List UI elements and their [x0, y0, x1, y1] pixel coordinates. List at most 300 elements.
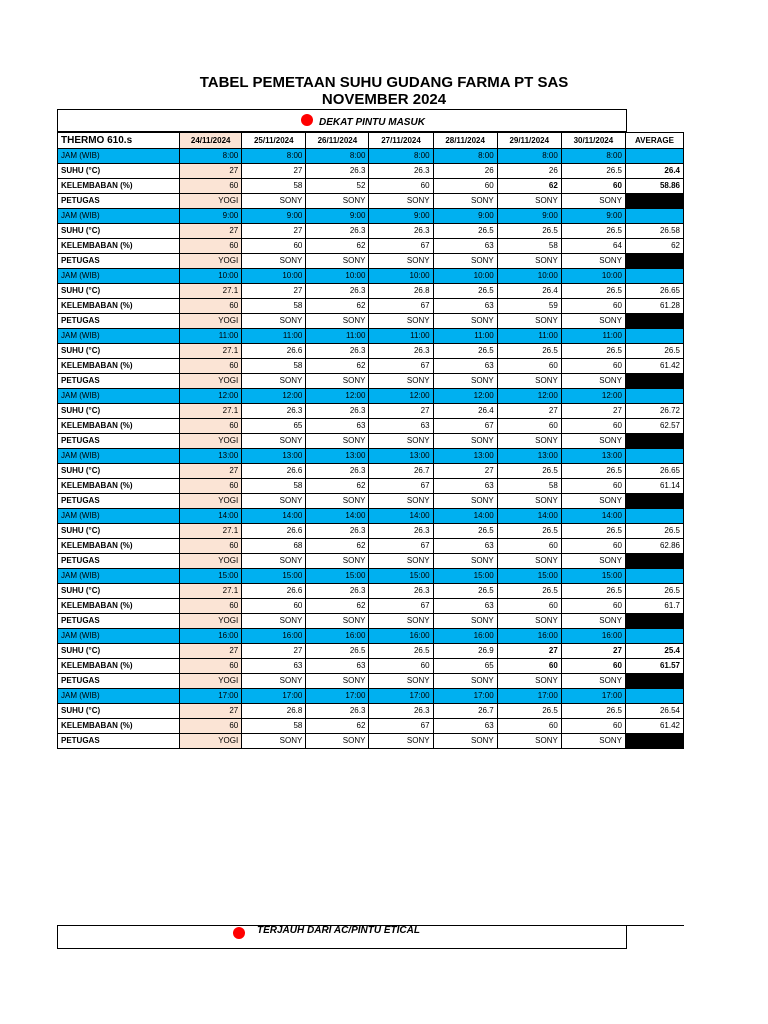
table-cell: 26.3 — [306, 524, 369, 539]
table-cell: 26.5 — [561, 464, 625, 479]
average-cell: 62 — [625, 239, 683, 254]
table-cell: 26.8 — [242, 704, 306, 719]
average-cell — [625, 554, 683, 569]
table-cell: 26.3 — [369, 344, 433, 359]
table-cell: 60 — [242, 599, 306, 614]
kelembaban-row — [58, 479, 684, 494]
kelembaban-row — [58, 719, 684, 734]
suhu-row — [58, 224, 684, 239]
table-cell: 63 — [433, 539, 497, 554]
kelembaban-row — [58, 659, 684, 674]
table-cell: SONY — [561, 434, 625, 449]
table-cell: 26.5 — [497, 524, 561, 539]
table-cell: YOGI — [180, 614, 242, 629]
row-label: SUHU (°C) — [58, 584, 180, 599]
table-cell: 63 — [369, 419, 433, 434]
table-cell: YOGI — [180, 314, 242, 329]
table-cell: 11:00 — [497, 329, 561, 344]
table-cell: 15:00 — [497, 569, 561, 584]
table-cell: 26.5 — [497, 224, 561, 239]
red-dot-marker-icon — [301, 114, 313, 126]
jam-row — [58, 569, 684, 584]
table-cell: 26.5 — [497, 704, 561, 719]
table-cell: 60 — [433, 179, 497, 194]
row-label: KELEMBABAN (%) — [58, 359, 180, 374]
table-cell: 16:00 — [180, 629, 242, 644]
row-label: PETUGAS — [58, 494, 180, 509]
table-cell: SONY — [497, 554, 561, 569]
average-cell — [625, 449, 683, 464]
table-cell: 60 — [369, 659, 433, 674]
table-cell: 60 — [561, 539, 625, 554]
table-cell: SONY — [433, 254, 497, 269]
row-label: JAM (WIB) — [58, 449, 180, 464]
table-cell: 60 — [369, 179, 433, 194]
table-cell: SONY — [561, 614, 625, 629]
petugas-row — [58, 554, 684, 569]
average-cell — [625, 269, 683, 284]
table-cell: 9:00 — [306, 209, 369, 224]
table-cell: 13:00 — [561, 449, 625, 464]
table-cell: SONY — [306, 494, 369, 509]
average-cell: 26.65 — [625, 464, 683, 479]
table-cell: 26.6 — [242, 344, 306, 359]
kelembaban-row — [58, 179, 684, 194]
table-cell: SONY — [242, 314, 306, 329]
average-cell: 25.4 — [625, 644, 683, 659]
average-cell — [625, 329, 683, 344]
average-cell — [625, 689, 683, 704]
row-label: PETUGAS — [58, 734, 180, 749]
table-cell: SONY — [369, 734, 433, 749]
table-cell: 16:00 — [369, 629, 433, 644]
table-cell: 15:00 — [369, 569, 433, 584]
table-cell: SONY — [497, 194, 561, 209]
average-cell: 26.5 — [625, 344, 683, 359]
table-cell: SONY — [369, 554, 433, 569]
row-label: JAM (WIB) — [58, 209, 180, 224]
average-cell: 61.7 — [625, 599, 683, 614]
table-cell: 60 — [242, 239, 306, 254]
table-cell: 26.5 — [497, 464, 561, 479]
table-cell: SONY — [369, 674, 433, 689]
table-cell: YOGI — [180, 494, 242, 509]
location-label-bottom: TERJAUH DARI AC/PINTU ETICAL — [257, 925, 420, 936]
table-cell: 26.5 — [561, 284, 625, 299]
table-cell: 15:00 — [433, 569, 497, 584]
table-cell: SONY — [306, 614, 369, 629]
table-cell: 60 — [180, 479, 242, 494]
table-cell: 26.5 — [561, 704, 625, 719]
row-label: KELEMBABAN (%) — [58, 599, 180, 614]
suhu-row — [58, 524, 684, 539]
table-cell: 60 — [180, 539, 242, 554]
table-cell: SONY — [561, 374, 625, 389]
row-label: JAM (WIB) — [58, 149, 180, 164]
table-cell: 8:00 — [369, 149, 433, 164]
table-cell: 15:00 — [561, 569, 625, 584]
table-cell: SONY — [306, 674, 369, 689]
table-cell: 26.3 — [306, 164, 369, 179]
table-cell: 27 — [180, 704, 242, 719]
table-cell: 26.5 — [497, 344, 561, 359]
petugas-row — [58, 254, 684, 269]
table-cell: 16:00 — [242, 629, 306, 644]
table-cell: 12:00 — [180, 389, 242, 404]
divider-line — [627, 925, 684, 926]
table-cell: 26.6 — [242, 524, 306, 539]
table-cell: 16:00 — [306, 629, 369, 644]
table-cell: 11:00 — [180, 329, 242, 344]
table-cell: 14:00 — [180, 509, 242, 524]
table-cell: 8:00 — [306, 149, 369, 164]
table-cell: 60 — [497, 539, 561, 554]
table-cell: 26.9 — [433, 644, 497, 659]
table-cell: 60 — [497, 359, 561, 374]
average-cell: 26.4 — [625, 164, 683, 179]
date-header: 27/11/2024 — [369, 133, 433, 149]
table-cell: 26.3 — [369, 584, 433, 599]
table-cell: SONY — [369, 194, 433, 209]
table-cell: SONY — [433, 734, 497, 749]
table-cell: 26.3 — [306, 464, 369, 479]
table-cell: SONY — [369, 254, 433, 269]
table-cell: 16:00 — [497, 629, 561, 644]
average-cell: 26.65 — [625, 284, 683, 299]
table-cell: 26.5 — [561, 584, 625, 599]
petugas-row — [58, 374, 684, 389]
row-label: PETUGAS — [58, 314, 180, 329]
table-cell: SONY — [497, 734, 561, 749]
table-cell: SONY — [242, 554, 306, 569]
table-cell: 13:00 — [306, 449, 369, 464]
table-cell: 17:00 — [369, 689, 433, 704]
table-cell: 26.3 — [306, 404, 369, 419]
row-label: KELEMBABAN (%) — [58, 659, 180, 674]
table-cell: 52 — [306, 179, 369, 194]
table-cell: 11:00 — [433, 329, 497, 344]
table-cell: 26.6 — [242, 584, 306, 599]
table-cell: 14:00 — [242, 509, 306, 524]
row-label: JAM (WIB) — [58, 269, 180, 284]
table-cell: 26.3 — [369, 524, 433, 539]
table-cell: SONY — [369, 374, 433, 389]
average-cell: 26.5 — [625, 524, 683, 539]
table-cell: 9:00 — [561, 209, 625, 224]
table-cell: 62 — [306, 239, 369, 254]
table-cell: SONY — [242, 194, 306, 209]
table-cell: 60 — [180, 599, 242, 614]
table-cell: 26.3 — [306, 344, 369, 359]
table-cell: 67 — [369, 299, 433, 314]
table-cell: SONY — [433, 194, 497, 209]
average-cell: 62.57 — [625, 419, 683, 434]
table-cell: SONY — [242, 374, 306, 389]
table-cell: SONY — [433, 434, 497, 449]
suhu-row — [58, 164, 684, 179]
average-cell: 26.54 — [625, 704, 683, 719]
table-cell: 13:00 — [497, 449, 561, 464]
date-header: 25/11/2024 — [242, 133, 306, 149]
table-cell: SONY — [497, 254, 561, 269]
table-cell: 10:00 — [497, 269, 561, 284]
row-label: SUHU (°C) — [58, 644, 180, 659]
row-label: SUHU (°C) — [58, 164, 180, 179]
table-cell: 27 — [242, 164, 306, 179]
table-cell: 9:00 — [433, 209, 497, 224]
table-cell: 60 — [561, 599, 625, 614]
table-cell: 63 — [306, 659, 369, 674]
table-cell: 11:00 — [369, 329, 433, 344]
table-cell: 9:00 — [242, 209, 306, 224]
table-cell: YOGI — [180, 194, 242, 209]
table-cell: 27 — [242, 644, 306, 659]
table-cell: 27 — [180, 224, 242, 239]
table-cell: 67 — [369, 719, 433, 734]
table-cell: 26.3 — [369, 164, 433, 179]
table-cell: 27.1 — [180, 584, 242, 599]
table-cell: 13:00 — [242, 449, 306, 464]
document-subtitle: NOVEMBER 2024 — [321, 91, 447, 108]
table-cell: 26.3 — [369, 224, 433, 239]
jam-row — [58, 629, 684, 644]
row-label: KELEMBABAN (%) — [58, 419, 180, 434]
table-cell: 26.5 — [561, 164, 625, 179]
row-label: JAM (WIB) — [58, 509, 180, 524]
row-label: KELEMBABAN (%) — [58, 179, 180, 194]
table-cell: 12:00 — [433, 389, 497, 404]
table-cell: 27 — [180, 644, 242, 659]
row-label: PETUGAS — [58, 614, 180, 629]
jam-row — [58, 509, 684, 524]
thermo-label: THERMO 610.s — [58, 133, 180, 149]
jam-row — [58, 389, 684, 404]
table-cell: SONY — [306, 554, 369, 569]
table-cell: SONY — [306, 734, 369, 749]
table-cell: 27 — [242, 284, 306, 299]
average-cell — [625, 194, 683, 209]
table-cell: 58 — [242, 299, 306, 314]
table-cell: YOGI — [180, 254, 242, 269]
average-cell — [625, 314, 683, 329]
suhu-row — [58, 464, 684, 479]
table-cell: SONY — [497, 314, 561, 329]
jam-row — [58, 209, 684, 224]
table-cell: 14:00 — [497, 509, 561, 524]
table-cell: 26.5 — [497, 584, 561, 599]
table-cell: 60 — [561, 179, 625, 194]
row-label: PETUGAS — [58, 254, 180, 269]
table-cell: 27 — [561, 404, 625, 419]
kelembaban-row — [58, 539, 684, 554]
table-cell: SONY — [242, 734, 306, 749]
table-cell: 27 — [180, 464, 242, 479]
table-cell: 26.3 — [242, 404, 306, 419]
table-cell: 58 — [497, 239, 561, 254]
table-cell: YOGI — [180, 674, 242, 689]
row-label: SUHU (°C) — [58, 224, 180, 239]
table-cell: 60 — [561, 479, 625, 494]
table-cell: 26.5 — [369, 644, 433, 659]
jam-row — [58, 449, 684, 464]
table-cell: 27 — [369, 404, 433, 419]
suhu-row — [58, 644, 684, 659]
table-cell: 26.5 — [433, 524, 497, 539]
table-cell: SONY — [369, 434, 433, 449]
average-cell — [625, 434, 683, 449]
table-cell: 11:00 — [242, 329, 306, 344]
document-title: TABEL PEMETAAN SUHU GUDANG FARMA PT SAS — [199, 74, 569, 91]
table-header-row — [58, 133, 684, 149]
table-cell: 62 — [497, 179, 561, 194]
average-cell — [625, 569, 683, 584]
table-cell: 26.5 — [433, 584, 497, 599]
table-cell: 26.4 — [497, 284, 561, 299]
table-cell: 27 — [433, 464, 497, 479]
jam-row — [58, 329, 684, 344]
table-cell: 26.8 — [369, 284, 433, 299]
kelembaban-row — [58, 419, 684, 434]
table-cell: 12:00 — [497, 389, 561, 404]
table-cell: 17:00 — [306, 689, 369, 704]
table-cell: 60 — [561, 359, 625, 374]
table-cell: SONY — [306, 254, 369, 269]
table-cell: 27 — [242, 224, 306, 239]
kelembaban-row — [58, 599, 684, 614]
row-label: JAM (WIB) — [58, 389, 180, 404]
table-cell: 26.5 — [561, 344, 625, 359]
table-cell: SONY — [433, 374, 497, 389]
table-cell: 8:00 — [433, 149, 497, 164]
table-cell: 60 — [180, 299, 242, 314]
row-label: JAM (WIB) — [58, 689, 180, 704]
table-cell: 17:00 — [497, 689, 561, 704]
table-cell: 9:00 — [369, 209, 433, 224]
row-label: PETUGAS — [58, 194, 180, 209]
table-cell: SONY — [497, 674, 561, 689]
average-cell — [625, 674, 683, 689]
table-cell: 67 — [369, 539, 433, 554]
table-cell: 27.1 — [180, 404, 242, 419]
table-cell: 60 — [561, 299, 625, 314]
table-cell: 26 — [433, 164, 497, 179]
table-cell: SONY — [306, 314, 369, 329]
table-cell: 63 — [433, 299, 497, 314]
table-cell: 17:00 — [180, 689, 242, 704]
table-cell: SONY — [497, 614, 561, 629]
table-cell: 10:00 — [306, 269, 369, 284]
table-cell: SONY — [369, 614, 433, 629]
table-cell: 26.5 — [561, 524, 625, 539]
row-label: JAM (WIB) — [58, 569, 180, 584]
average-cell — [625, 614, 683, 629]
suhu-row — [58, 584, 684, 599]
jam-row — [58, 689, 684, 704]
jam-row — [58, 269, 684, 284]
table-cell: 27 — [497, 644, 561, 659]
table-cell: 67 — [369, 479, 433, 494]
table-cell: SONY — [306, 434, 369, 449]
table-cell: 17:00 — [242, 689, 306, 704]
date-header: 30/11/2024 — [561, 133, 625, 149]
table-cell: SONY — [497, 494, 561, 509]
table-cell: 60 — [561, 419, 625, 434]
table-cell: 63 — [433, 479, 497, 494]
table-cell: 26.7 — [369, 464, 433, 479]
table-cell: 62 — [306, 539, 369, 554]
table-cell: 10:00 — [433, 269, 497, 284]
row-label: JAM (WIB) — [58, 629, 180, 644]
table-cell: 17:00 — [561, 689, 625, 704]
table-cell: 67 — [369, 359, 433, 374]
petugas-row — [58, 434, 684, 449]
average-cell — [625, 629, 683, 644]
suhu-row — [58, 704, 684, 719]
row-label: KELEMBABAN (%) — [58, 479, 180, 494]
table-cell: 13:00 — [180, 449, 242, 464]
table-cell: 60 — [561, 719, 625, 734]
table-cell: 26.5 — [433, 284, 497, 299]
table-cell: 65 — [242, 419, 306, 434]
table-cell: 60 — [497, 719, 561, 734]
table-cell: SONY — [561, 554, 625, 569]
table-cell: 67 — [369, 239, 433, 254]
table-cell: SONY — [242, 614, 306, 629]
table-cell: SONY — [561, 674, 625, 689]
average-cell — [625, 389, 683, 404]
table-cell: 17:00 — [433, 689, 497, 704]
table-cell: YOGI — [180, 374, 242, 389]
table-cell: 26.3 — [306, 284, 369, 299]
table-cell: 14:00 — [306, 509, 369, 524]
table-cell: 27 — [561, 644, 625, 659]
table-cell: 26.4 — [433, 404, 497, 419]
table-cell: 60 — [497, 599, 561, 614]
table-cell: SONY — [242, 434, 306, 449]
table-cell: SONY — [497, 434, 561, 449]
table-cell: 59 — [497, 299, 561, 314]
row-label: PETUGAS — [58, 374, 180, 389]
table-cell: SONY — [242, 254, 306, 269]
table-cell: 27 — [497, 404, 561, 419]
jam-row — [58, 149, 684, 164]
table-cell: SONY — [561, 194, 625, 209]
table-cell: 67 — [369, 599, 433, 614]
table-cell: 60 — [180, 719, 242, 734]
table-cell: 26.5 — [561, 224, 625, 239]
table-cell: YOGI — [180, 434, 242, 449]
table-cell: SONY — [369, 494, 433, 509]
date-header: 24/11/2024 — [180, 133, 242, 149]
table-cell: 13:00 — [433, 449, 497, 464]
suhu-row — [58, 344, 684, 359]
table-cell: 63 — [433, 719, 497, 734]
table-cell: 26.3 — [306, 584, 369, 599]
average-cell: 62.86 — [625, 539, 683, 554]
table-cell: 65 — [433, 659, 497, 674]
table-cell: 10:00 — [180, 269, 242, 284]
table-cell: 58 — [242, 359, 306, 374]
table-cell: 12:00 — [242, 389, 306, 404]
table-cell: 26.6 — [242, 464, 306, 479]
table-cell: 26 — [497, 164, 561, 179]
table-cell: 9:00 — [180, 209, 242, 224]
table-cell: 60 — [180, 359, 242, 374]
table-cell: SONY — [497, 374, 561, 389]
table-cell: 10:00 — [561, 269, 625, 284]
table-cell: 12:00 — [306, 389, 369, 404]
table-cell: 60 — [180, 659, 242, 674]
